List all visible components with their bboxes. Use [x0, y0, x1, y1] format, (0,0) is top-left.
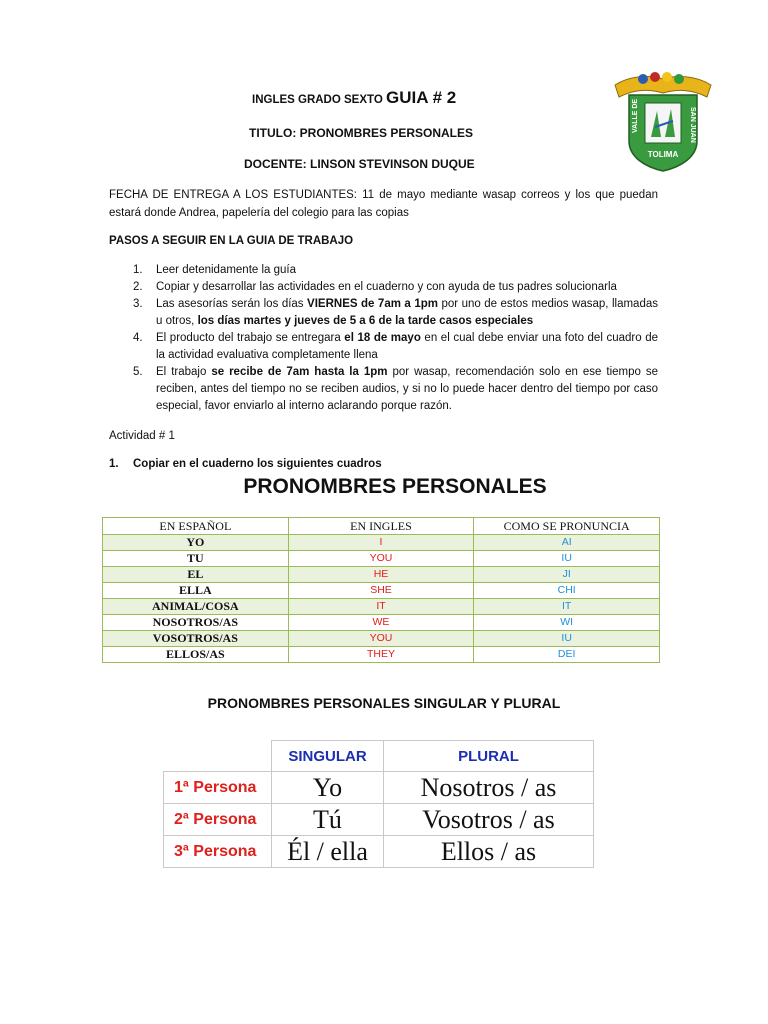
- logo-bottom: TOLIMA: [647, 150, 679, 159]
- list-item: 3. Las asesorías serán los días VIERNES de 7am a 1pm por uno de estos medios wasap, llamadas u otros, los días martes y jueves de 5 a 6 de la tarde casos especiales: [133, 298, 658, 327]
- copy-instruction: 1. Copiar en el cuaderno los siguientes cuadros: [109, 458, 382, 470]
- table-row: EL HE JI: [103, 567, 660, 583]
- pronouns-table: [102, 517, 660, 663]
- guide-subtitle: TITULO: PRONOMBRES PERSONALES: [249, 126, 474, 140]
- table-row: 1ª Persona Yo Nosotros / as: [164, 772, 594, 804]
- header-plural: PLURAL: [384, 741, 594, 772]
- list-item: 1. Leer detenidamente la guía: [133, 264, 297, 276]
- table-row: VOSOTROS/AS YOU IU: [103, 631, 660, 647]
- table-header-row: [164, 741, 594, 772]
- singular-plural-title: PRONOMBRES PERSONALES SINGULAR Y PLURAL: [207, 695, 561, 711]
- table-row: YO I AI: [103, 535, 660, 551]
- logo-side-right: SAN JUAN: [689, 107, 696, 143]
- steps-list: [109, 262, 658, 415]
- steps-heading: PASOS A SEGUIR EN LA GUIA DE TRABAJO: [109, 235, 354, 247]
- header-english: EN INGLES: [288, 518, 474, 535]
- header-singular: SINGULAR: [272, 741, 384, 772]
- table-row: ELLA SHE CHI: [103, 583, 660, 599]
- table-row: 3ª Persona Él / ella Ellos / as: [164, 836, 594, 868]
- table-row: NOSOTROS/AS WE WI: [103, 615, 660, 631]
- table-header-row: [103, 518, 660, 535]
- table-row: ELLOS/AS THEY DEI: [103, 647, 660, 663]
- logo-side-left: VALLE DE: [632, 98, 639, 133]
- list-item: 4. El producto del trabajo se entregara el 18 de mayo en el cual debe enviar una foto del cuadro de la actividad evaluativa completamente llena: [133, 332, 658, 361]
- table-row: TU YOU IU: [103, 551, 660, 567]
- singular-plural-table: [163, 740, 594, 868]
- pronouns-title: PRONOMBRES PERSONALES: [243, 475, 547, 498]
- school-logo: [611, 71, 715, 173]
- list-item: 2. Copiar y desarrollar las actividades en el cuaderno y con ayuda de tus padres solucionarla: [133, 281, 617, 293]
- delivery-date-paragraph: FECHA DE ENTREGA A LOS ESTUDIANTES: 11 de mayo mediante wasap correos y los que puedan estará donde Andrea, papelería del colegio para las copias: [109, 189, 658, 219]
- activity-label: Actividad # 1: [109, 430, 175, 442]
- list-item: 5. El trabajo se recibe de 7am hasta la 1pm por wasap, recomendación solo en ese tiempo se reciben, antes del tiempo no se reciben audios, y si no lo puede hacer dentro del tiempo por caso especial, favor enviarlo al interno aclarando porque razón.: [133, 366, 659, 412]
- table-row: 2ª Persona Tú Vosotros / as: [164, 804, 594, 836]
- table-row: ANIMAL/COSA IT IT: [103, 599, 660, 615]
- header-pronunciation: COMO SE PRONUNCIA: [474, 518, 660, 535]
- teacher-name: DOCENTE: LINSON STEVINSON DUQUE: [244, 157, 475, 171]
- guide-title: INGLES GRADO SEXTO GUIA # 2: [252, 88, 457, 107]
- header-spanish: EN ESPAÑOL: [103, 518, 289, 535]
